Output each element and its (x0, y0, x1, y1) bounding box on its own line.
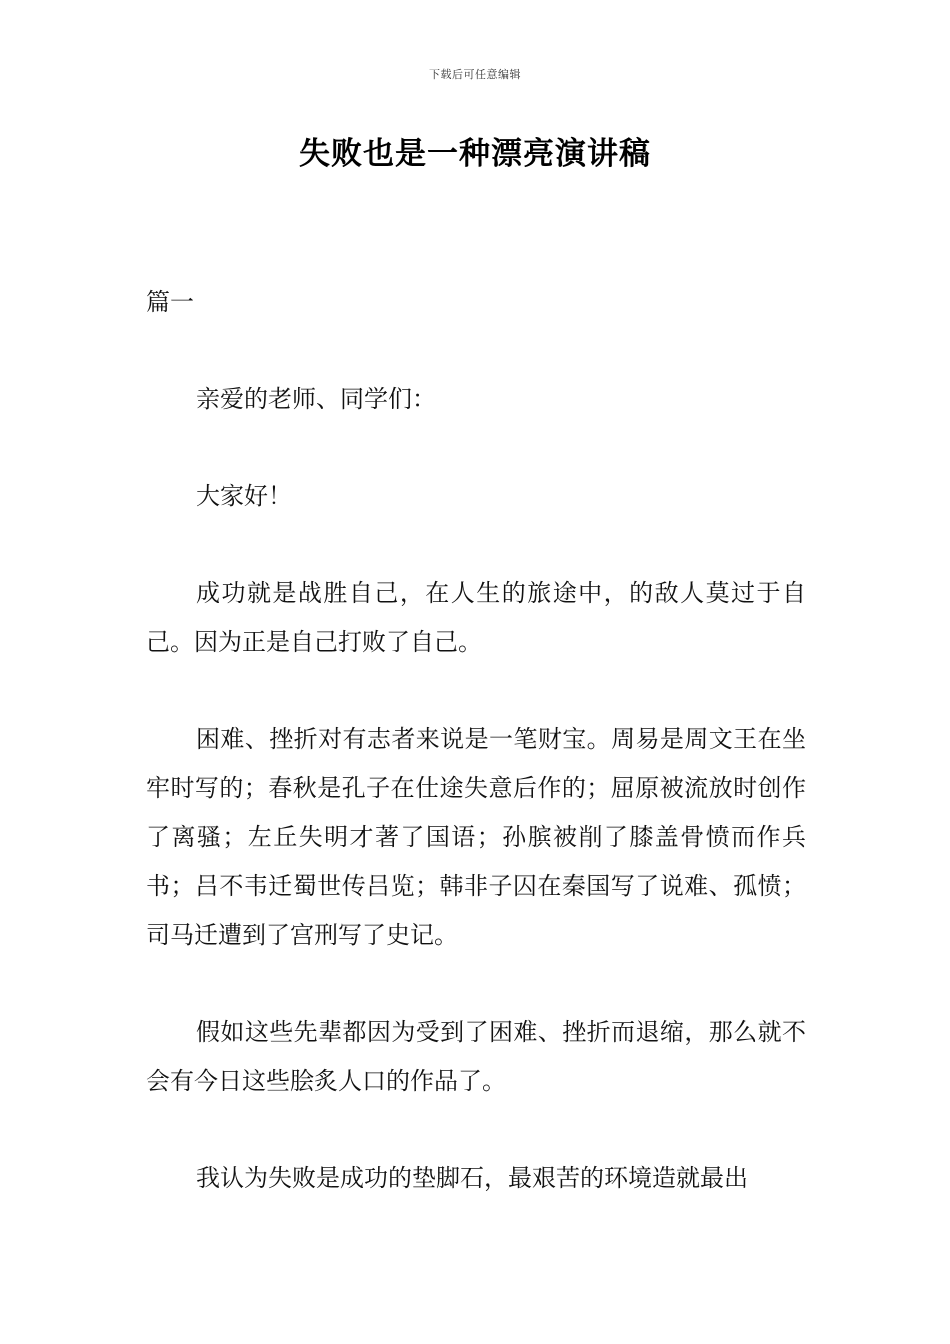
body-paragraph: 成功就是战胜自己，在人生的旅途中，的敌人莫过于自己。因为正是自己打败了自己。 (146, 579, 806, 656)
body-paragraph: 困难、挫折对有志者来说是一笔财宝。周易是周文王在坐牢时写的；春秋是孔子在仕途失意后作的；屈原被流放时创作了离骚；左丘失明才著了国语；孙膑被削了膝盖骨愤而作兵书；吕不韦迁蜀世传吕览；韩非子囚在秦国写了说难、孤愤；司马迁遭到了宫刑写了史记。 (146, 725, 806, 949)
greeting-paragraph: 大家好！ (196, 482, 292, 510)
body-paragraph: 假如这些先辈都因为受到了困难、挫折而退缩，那么就不会有今日这些脍炙人口的作品了。 (146, 1018, 806, 1095)
body-paragraph: 我认为失败是成功的垫脚石，最艰苦的环境造就最出 (196, 1164, 748, 1192)
salutation-paragraph: 亲爱的老师、同学们： (196, 385, 436, 413)
section-label: 篇一 (146, 288, 194, 316)
document-title: 失败也是一种漂亮演讲稿 (299, 136, 651, 172)
header-note: 下载后可任意编辑 (429, 68, 521, 81)
document-body (146, 375, 806, 1251)
